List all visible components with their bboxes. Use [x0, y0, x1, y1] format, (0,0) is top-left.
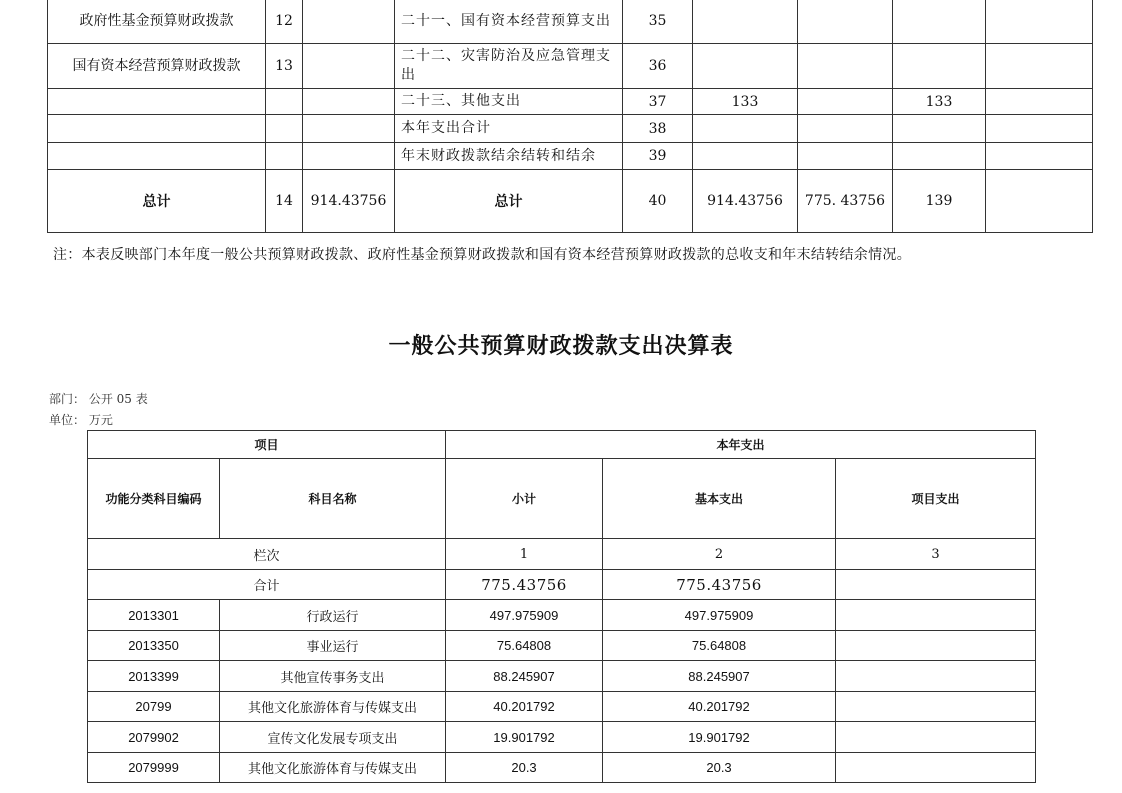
order-2: 2: [603, 539, 836, 570]
income-label: [48, 115, 266, 143]
order-row: [88, 539, 1036, 570]
col-code-header: 功能分类科目编码: [88, 459, 220, 539]
unit-line: 单位： 万元: [49, 413, 113, 427]
expense-row-no: 36: [623, 44, 693, 89]
order-3: 3: [836, 539, 1036, 570]
income-value: [303, 44, 395, 89]
income-row-no: [266, 89, 303, 115]
subtotal-value: 75.64808: [446, 631, 603, 661]
header-year-expense: 本年支出: [446, 431, 1036, 459]
subtotal-value: 497.975909: [446, 600, 603, 631]
col-subtotal-header: 小计: [446, 459, 603, 539]
expense-capital: [986, 170, 1093, 233]
income-value: [303, 0, 395, 44]
basic-value: 497.975909: [603, 600, 836, 631]
expense-fund: [893, 44, 986, 89]
subtotal-value: 19.901792: [446, 722, 603, 753]
expense-total: [693, 0, 798, 44]
expense-total: [693, 143, 798, 170]
project-value: [836, 600, 1036, 631]
income-value: [303, 115, 395, 143]
department-line: 部门： 公开 05 表: [49, 392, 148, 406]
subject-code: 2079999: [88, 753, 220, 783]
expense-general: [798, 89, 893, 115]
order-label: 栏次: [88, 539, 446, 570]
total-row: [88, 570, 1036, 600]
expense-item: 二十三、其他支出: [395, 89, 623, 115]
header-row: [88, 459, 1036, 539]
total-row: [48, 170, 1093, 233]
income-row-no: [266, 143, 303, 170]
basic-value: 40.201792: [603, 692, 836, 722]
expense-item: 二十一、国有资本经营预算支出: [395, 0, 623, 44]
order-1: 1: [446, 539, 603, 570]
basic-value: 75.64808: [603, 631, 836, 661]
expense-total: 133: [693, 89, 798, 115]
table-row: [88, 753, 1036, 783]
page-title: 一般公共预算财政拨款支出决算表: [388, 334, 734, 359]
expense-fund: [893, 0, 986, 44]
total-project: [836, 570, 1036, 600]
subtotal-value: 88.245907: [446, 661, 603, 692]
income-row-no: 14: [266, 170, 303, 233]
subject-name: 其他文化旅游体育与传媒支出: [220, 753, 446, 783]
subject-name: 行政运行: [220, 600, 446, 631]
expense-general: [798, 44, 893, 89]
header-item: 项目: [88, 431, 446, 459]
income-total-value: 914.43756: [303, 170, 395, 233]
expense-row-no: 39: [623, 143, 693, 170]
subtotal-value: 20.3: [446, 753, 603, 783]
expense-capital: [986, 0, 1093, 44]
project-value: [836, 661, 1036, 692]
income-row-no: [266, 115, 303, 143]
subject-name: 宣传文化发展专项支出: [220, 722, 446, 753]
table-row: [88, 631, 1036, 661]
expense-fund: 133: [893, 89, 986, 115]
table-note: 注：本表反映部门本年度一般公共预算财政拨款、政府性基金预算财政拨款和国有资本经营预算财政拨款的总收支和年末结转结余情况。: [53, 247, 911, 263]
income-row-no: 13: [266, 44, 303, 89]
table-row: [48, 115, 1093, 143]
income-total-label: 总计: [48, 170, 266, 233]
expenditure-table: [87, 430, 1036, 783]
expense-capital: [986, 143, 1093, 170]
total-subtotal: 775.43756: [446, 570, 603, 600]
header-row: [88, 431, 1036, 459]
expense-general: [798, 115, 893, 143]
subject-code: 2013301: [88, 600, 220, 631]
total-label: 合计: [88, 570, 446, 600]
income-label: 国有资本经营预算财政拨款: [48, 44, 266, 89]
table-row: [48, 0, 1093, 44]
project-value: [836, 631, 1036, 661]
expense-item: 本年支出合计: [395, 115, 623, 143]
subject-code: 2013350: [88, 631, 220, 661]
table-row: [88, 661, 1036, 692]
subject-name: 其他宣传事务支出: [220, 661, 446, 692]
income-value: [303, 143, 395, 170]
income-row-no: 12: [266, 0, 303, 44]
expense-general: [798, 143, 893, 170]
expense-capital: [986, 89, 1093, 115]
subject-name: 事业运行: [220, 631, 446, 661]
expense-fund: 139: [893, 170, 986, 233]
table-row: [48, 44, 1093, 89]
subject-code: 2013399: [88, 661, 220, 692]
subject-code: 20799: [88, 692, 220, 722]
expense-row-no: 38: [623, 115, 693, 143]
table-row: [48, 89, 1093, 115]
project-value: [836, 722, 1036, 753]
expense-fund: [893, 115, 986, 143]
expense-capital: [986, 44, 1093, 89]
table-row: [88, 722, 1036, 753]
basic-value: 88.245907: [603, 661, 836, 692]
income-value: [303, 89, 395, 115]
expense-item: 二十二、灾害防治及应急管理支出: [395, 44, 623, 89]
expense-total: 914.43756: [693, 170, 798, 233]
col-project-header: 项目支出: [836, 459, 1036, 539]
table-row: [88, 600, 1036, 631]
expense-total: [693, 115, 798, 143]
col-basic-header: 基本支出: [603, 459, 836, 539]
expense-general: 775. 43756: [798, 170, 893, 233]
total-basic: 775.43756: [603, 570, 836, 600]
col-name-header: 科目名称: [220, 459, 446, 539]
project-value: [836, 692, 1036, 722]
table-row: [88, 692, 1036, 722]
expense-row-no: 40: [623, 170, 693, 233]
table-row: [48, 143, 1093, 170]
subject-name: 其他文化旅游体育与传媒支出: [220, 692, 446, 722]
expense-row-no: 37: [623, 89, 693, 115]
income-label: 政府性基金预算财政拨款: [48, 0, 266, 44]
expense-fund: [893, 143, 986, 170]
basic-value: 19.901792: [603, 722, 836, 753]
subject-code: 2079902: [88, 722, 220, 753]
income-expense-table: [47, 0, 1093, 233]
expense-total-label: 总计: [395, 170, 623, 233]
subtotal-value: 40.201792: [446, 692, 603, 722]
expense-row-no: 35: [623, 0, 693, 44]
income-label: [48, 143, 266, 170]
income-label: [48, 89, 266, 115]
expense-capital: [986, 115, 1093, 143]
basic-value: 20.3: [603, 753, 836, 783]
expense-item: 年末财政拨款结余结转和结余: [395, 143, 623, 170]
project-value: [836, 753, 1036, 783]
expense-general: [798, 0, 893, 44]
expense-total: [693, 44, 798, 89]
